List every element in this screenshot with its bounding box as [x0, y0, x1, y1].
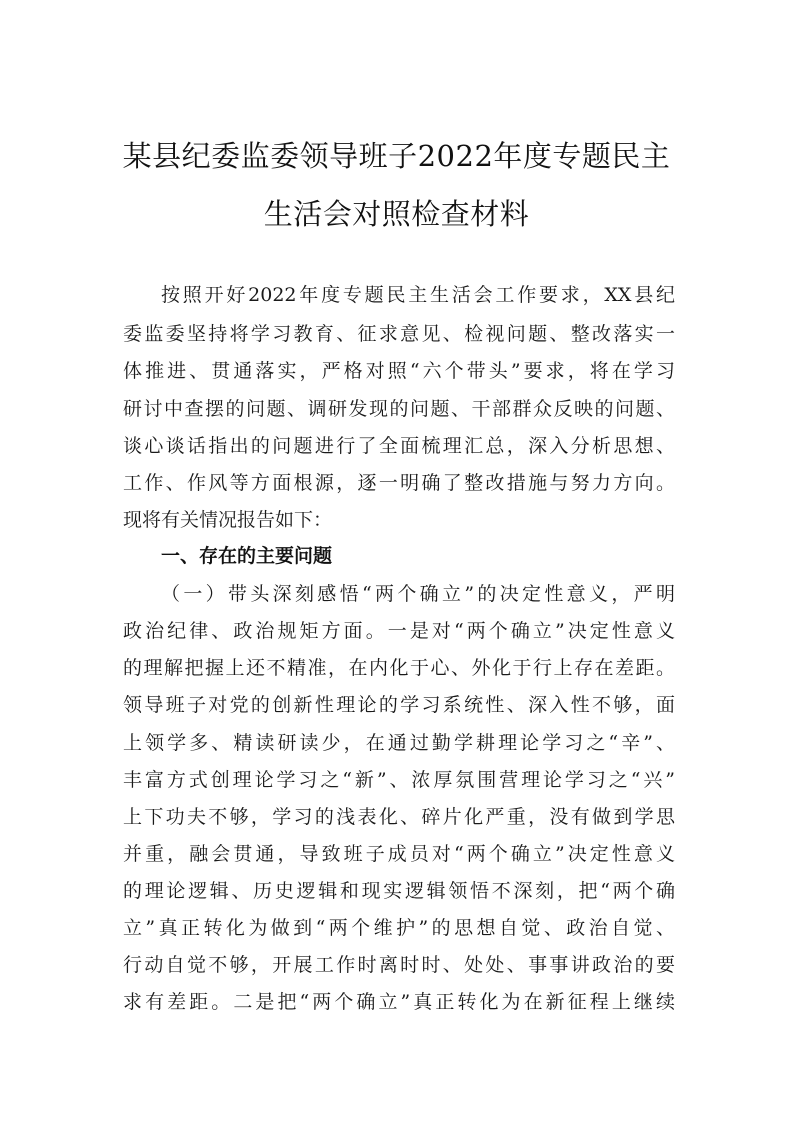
intro-paragraph-line: 体推进、贯通落实，严格对照“六个带头”要求，将在学习 — [123, 360, 675, 382]
intro-paragraph-line: 委监委坚持将学习教育、征求意见、检视问题、整改落实一 — [123, 323, 675, 345]
intro-paragraph-line: 研讨中查摆的问题、调研发现的问题、干部群众反映的问题、 — [123, 398, 675, 420]
section-paragraph-line: 丰富方式创理论学习之“新”、浓厚氛围营理论学习之“兴” — [123, 769, 675, 791]
section-heading: 一、存在的主要问题 — [161, 545, 333, 567]
document-title-line-1: 某县纪委监委领导班子2022年度专题民主 — [122, 139, 671, 173]
section-paragraph-line: 的理论逻辑、历史逻辑和现实逻辑领悟不深刻，把“两个确 — [123, 880, 675, 902]
section-paragraph-line: 行动自觉不够，开展工作时离时时、处处、事事讲政治的要 — [123, 954, 675, 976]
section-paragraph-line: 领导班子对党的创新性理论的学习系统性、深入性不够，面 — [123, 694, 675, 716]
section-paragraph-line: 政治纪律、政治规矩方面。一是对“两个确立”决定性意义 — [123, 620, 675, 642]
document-title-line-2: 生活会对照检查材料 — [263, 197, 530, 231]
intro-paragraph-line: 谈心谈话指出的问题进行了全面梳理汇总，深入分析思想、 — [123, 435, 675, 457]
section-paragraph-line: 的理解把握上还不精准，在内化于心、外化于行上存在差距。 — [123, 657, 675, 679]
section-paragraph-line: 立”真正转化为做到“两个维护”的思想自觉、政治自觉、 — [123, 917, 675, 939]
intro-paragraph-line: 按照开好2022年度专题民主生活会工作要求，XX县纪 — [161, 284, 675, 306]
intro-paragraph-line: 现将有关情况报告如下： — [123, 509, 333, 531]
section-paragraph-line: 并重，融会贯通，导致班子成员对“两个确立”决定性意义 — [123, 843, 675, 865]
section-paragraph-line: 上下功夫不够，学习的浅表化、碎片化严重，没有做到学思 — [123, 806, 675, 828]
section-paragraph-line: 上领学多、精读研读少，在通过勤学耕理论学习之“辛”、 — [123, 732, 675, 754]
section-paragraph-line: 求有差距。二是把“两个确立”真正转化为在新征程上继续 — [123, 991, 675, 1013]
intro-paragraph-line: 工作、作风等方面根源，逐一明确了整改措施与努力方向。 — [123, 472, 675, 494]
section-paragraph-line: （一）带头深刻感悟“两个确立”的决定性意义，严明 — [161, 583, 675, 605]
